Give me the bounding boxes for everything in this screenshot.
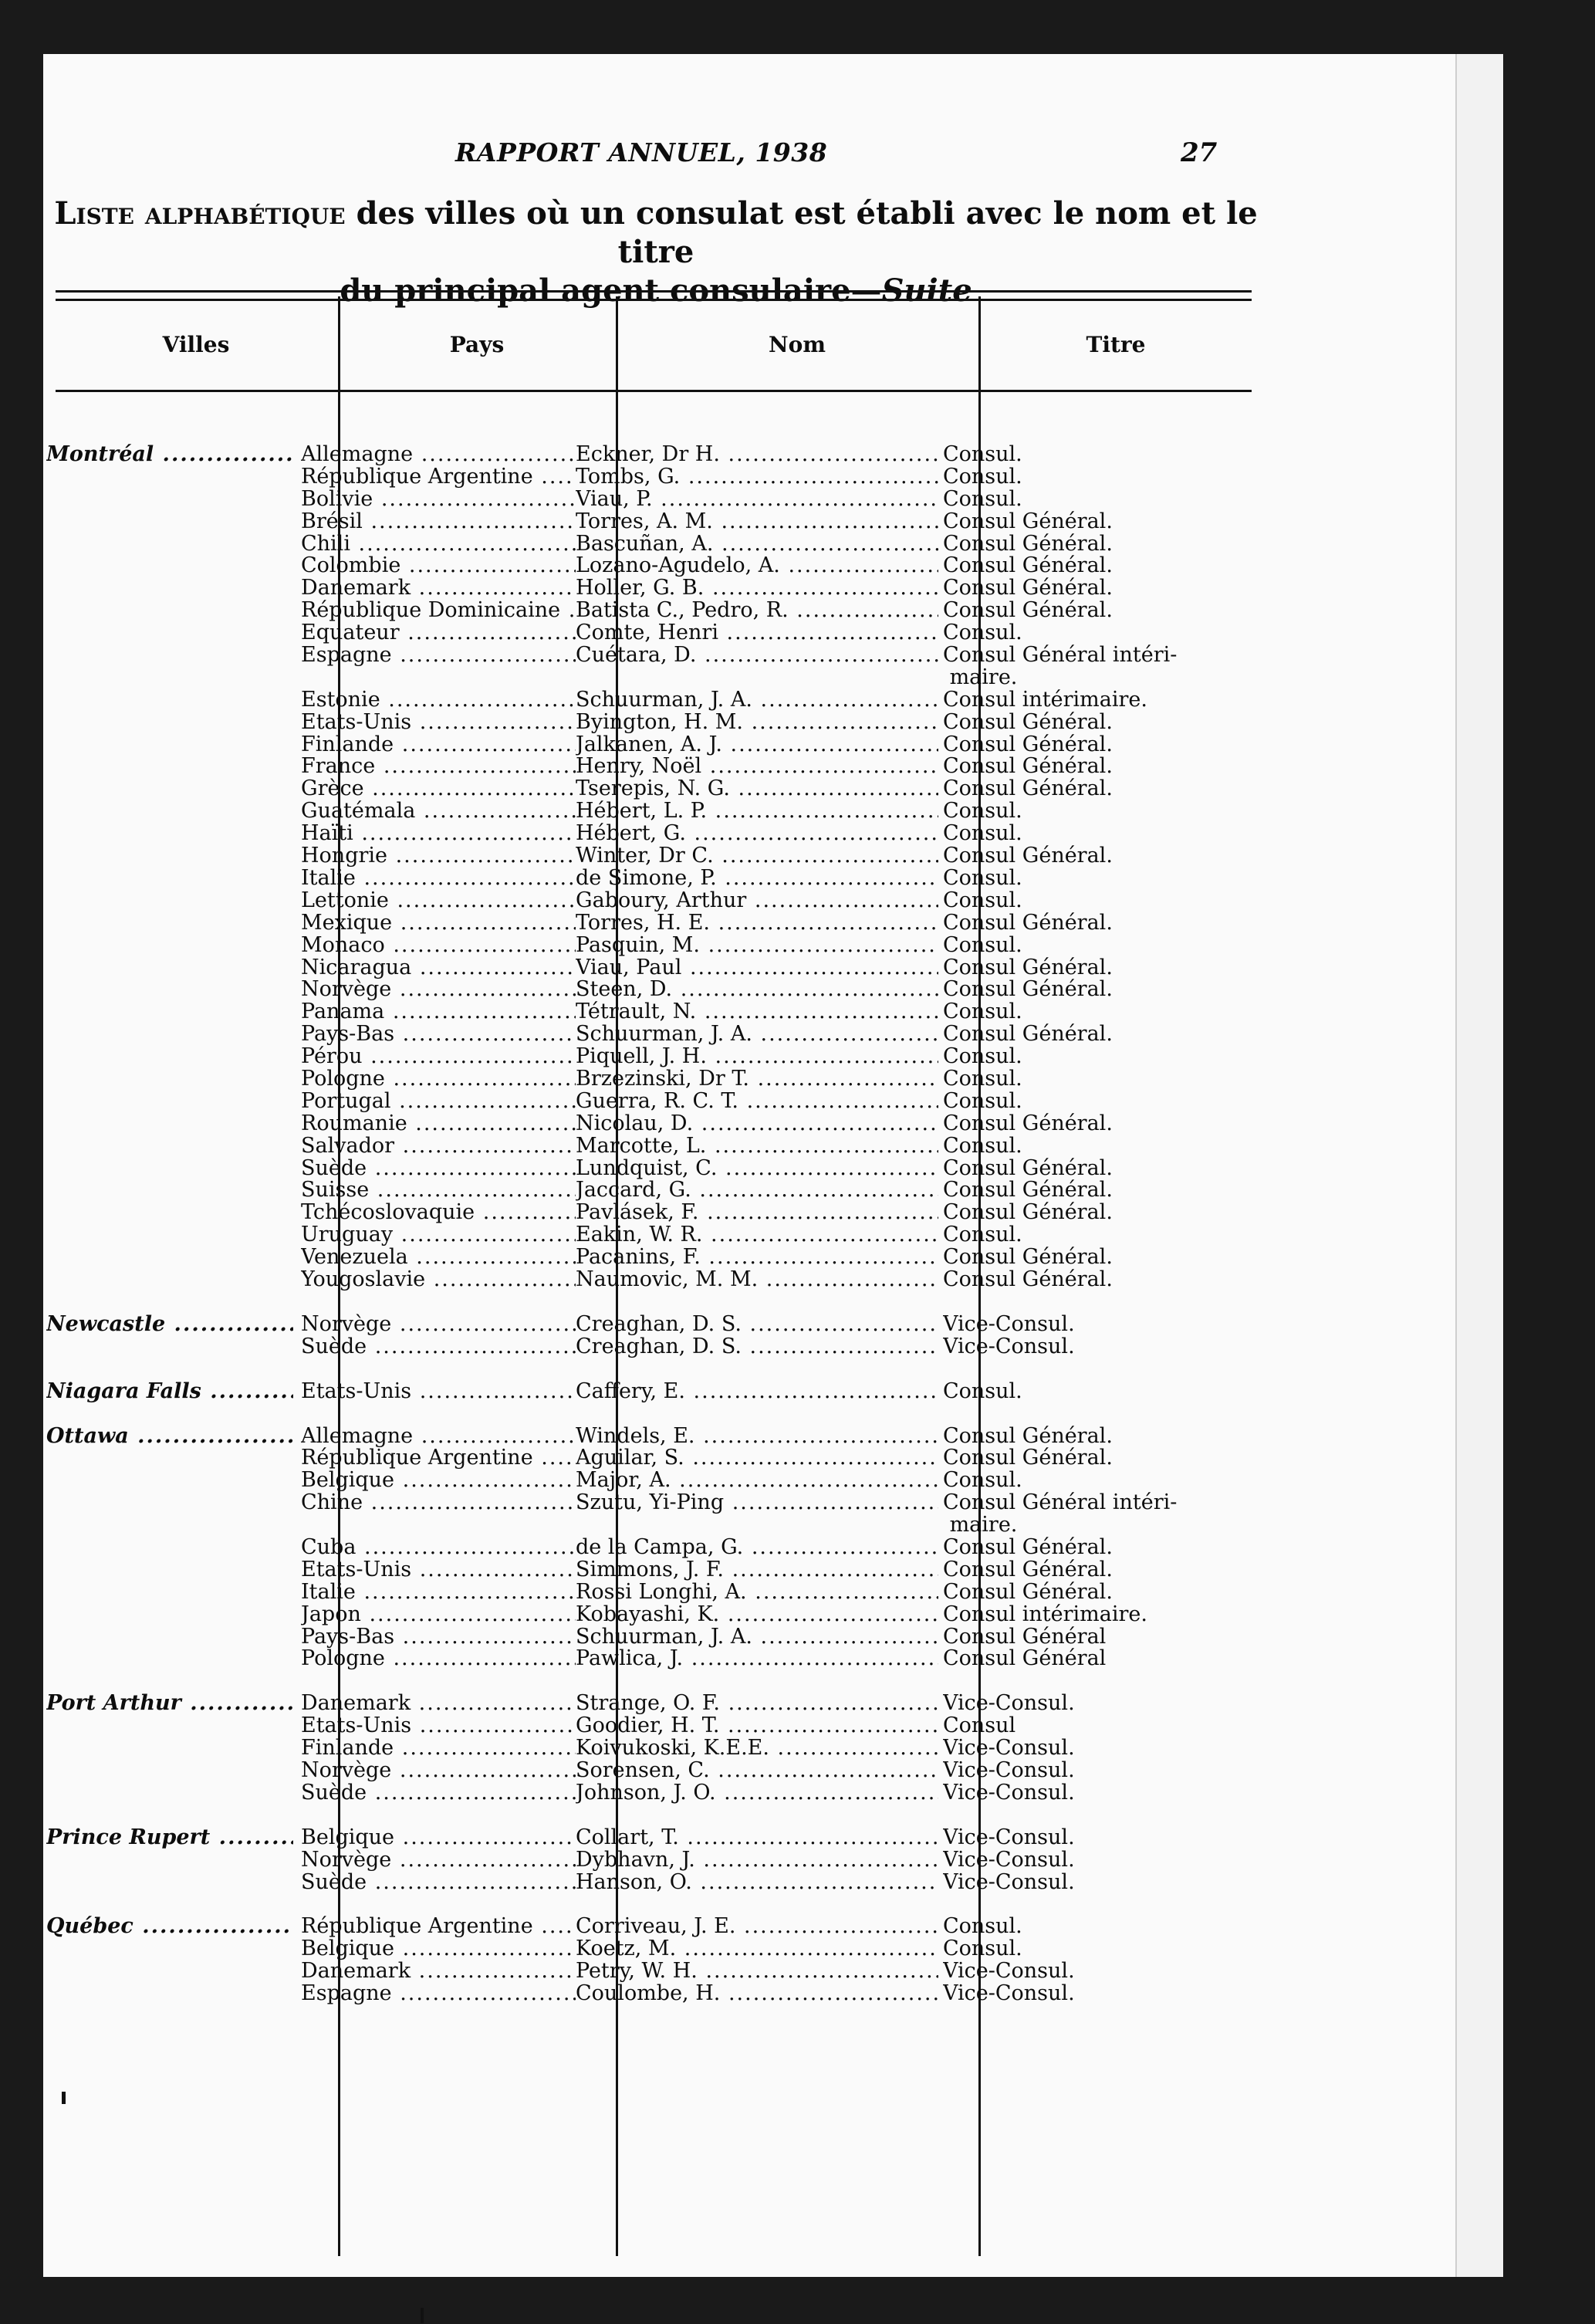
titre-cell: Consul.	[943, 1223, 1022, 1247]
pays-cell: Japon .....	[301, 1603, 576, 1625]
nom-cell: Major, A. .....	[576, 1469, 938, 1491]
table-row	[0, 1603, 1595, 1625]
table-row	[0, 1112, 1595, 1135]
pays-cell: Suède .....	[301, 1781, 576, 1804]
nom-cell: Tombs, G. .....	[576, 465, 938, 488]
pays-cell: Etats-Unis .....	[301, 711, 576, 733]
nom-cell: Cuétara, D. .....	[576, 644, 938, 666]
pays-cell: Suède .....	[301, 1157, 576, 1179]
pays-cell: Equateur .....	[301, 621, 576, 644]
pays-cell: Italie .....	[301, 1581, 576, 1603]
page-number: 27	[1181, 137, 1218, 168]
titre-cell: Vice-Consul.	[943, 1848, 1075, 1871]
running-header	[0, 137, 1595, 184]
table-row	[0, 1157, 1595, 1179]
pays-cell: Pays-Bas .....	[301, 1023, 576, 1045]
nom-cell: Hébert, G. .....	[576, 822, 938, 844]
table-row	[0, 889, 1595, 912]
pays-cell: Norvège .....	[301, 1313, 576, 1335]
titre-cell: Consul Général.	[943, 710, 1113, 733]
titre-cell: Consul.	[943, 621, 1022, 644]
titre-cell: Vice-Consul.	[943, 1960, 1075, 1983]
table-row	[0, 1335, 1595, 1358]
title-rest: des villes où un consulat est établi avec le nom et le titre	[356, 195, 1258, 270]
table-row	[0, 599, 1595, 621]
titre-cell: Consul intérimaire.	[943, 1602, 1147, 1625]
nom-cell: Rossi Longhi, A. .....	[576, 1581, 938, 1603]
table-row	[0, 777, 1595, 800]
table-row	[0, 1179, 1595, 1201]
table-row	[0, 822, 1595, 844]
scan-mark	[421, 2308, 424, 2323]
table-row	[0, 978, 1595, 1000]
table-row	[0, 554, 1595, 577]
titre-cell: Consul Général.	[943, 1580, 1113, 1603]
nom-cell: Corriveau, J. E. .....	[576, 1915, 938, 1937]
nom-cell: Windels, E. .....	[576, 1425, 938, 1447]
titre-cell: Consul Général.	[943, 1179, 1113, 1202]
pays-cell: Estonie .....	[301, 688, 576, 711]
table-row	[0, 1960, 1595, 1982]
titre-cell: Vice-Consul.	[943, 1781, 1075, 1804]
table-row	[0, 1849, 1595, 1871]
titre-cell: Consul Général.	[943, 732, 1113, 756]
nom-cell: Johnson, J. O. .....	[576, 1781, 938, 1804]
pays-cell: Colombie .....	[301, 554, 576, 577]
pays-cell: Espagne .....	[301, 644, 576, 666]
nom-cell: Tserepis, N. G. .....	[576, 777, 938, 800]
pays-cell: Pologne .....	[301, 1067, 576, 1090]
table-row	[0, 621, 1595, 644]
titre-cell: Vice-Consul.	[943, 1335, 1075, 1358]
pays-cell: Norvège .....	[301, 1849, 576, 1871]
scan-mark	[62, 2092, 66, 2104]
table-row	[0, 1045, 1595, 1067]
nom-cell: Petry, W. H. .....	[576, 1960, 938, 1982]
table-row	[0, 1313, 1595, 1335]
table-row	[0, 1000, 1595, 1023]
nom-cell: Byington, H. M. .....	[576, 711, 938, 733]
table-row	[0, 912, 1595, 934]
titre-cell: Consul.	[943, 1915, 1022, 1938]
pays-cell: Roumanie .....	[301, 1112, 576, 1135]
nom-cell: Strange, O. F. .....	[576, 1692, 938, 1714]
table-row	[0, 443, 1595, 465]
pays-cell: Belgique .....	[301, 1469, 576, 1491]
nom-cell: Torres, H. E. .....	[576, 912, 938, 934]
table-row	[0, 1469, 1595, 1491]
titre-cell: Consul.	[943, 933, 1022, 956]
nom-cell: Marcotte, L. .....	[576, 1135, 938, 1157]
pays-cell: Pologne .....	[301, 1647, 576, 1669]
table-row	[0, 1982, 1595, 2004]
nom-cell: Pasquin, M. .....	[576, 934, 938, 956]
pays-cell: Guatémala .....	[301, 800, 576, 822]
table-row	[0, 711, 1595, 733]
table-row	[0, 1915, 1595, 1937]
table-row	[0, 510, 1595, 533]
pays-cell: Cuba .....	[301, 1536, 576, 1558]
titre-cell: Consul Général.	[943, 1156, 1113, 1179]
nom-cell: Viau, P. .....	[576, 488, 938, 510]
titre-cell: Consul	[943, 1714, 1016, 1737]
pays-cell: Monaco .....	[301, 934, 576, 956]
city-cell: Prince Rupert .....	[46, 1826, 293, 1849]
titre-cell: Consul Général	[943, 1647, 1107, 1670]
table-row	[0, 1135, 1595, 1157]
pays-cell: Grèce .....	[301, 777, 576, 800]
table-row	[0, 1067, 1595, 1090]
titre-cell: Consul Général.	[943, 1536, 1113, 1558]
table-row	[0, 867, 1595, 889]
table-row	[0, 488, 1595, 510]
table-row	[0, 1759, 1595, 1781]
titre-cell: Consul Général.	[943, 1558, 1113, 1581]
nom-cell: Aguilar, S. .....	[576, 1446, 938, 1469]
nom-cell: Creaghan, D. S. .....	[576, 1335, 938, 1358]
titre-cell: Consul Général.	[943, 1446, 1113, 1470]
pays-cell: Bolivie .....	[301, 488, 576, 510]
titre-cell: Consul.	[943, 443, 1022, 465]
pays-cell: Haïti .....	[301, 822, 576, 844]
titre-cell: Consul.	[943, 800, 1022, 823]
pays-cell: Venezuela .....	[301, 1246, 576, 1268]
titre-cell: Consul Général.	[943, 1111, 1113, 1135]
titre-cell: Consul Général.	[943, 911, 1113, 934]
titre-cell: Consul.	[943, 866, 1022, 889]
column-header-titre: Titre	[1086, 332, 1146, 357]
titre-cell: Vice-Consul.	[943, 1737, 1075, 1760]
pays-cell: Etats-Unis .....	[301, 1714, 576, 1737]
nom-cell: Comte, Henri .....	[576, 621, 938, 644]
titre-cell: Consul Général.	[943, 1023, 1113, 1046]
titre-cell: Consul.	[943, 888, 1022, 912]
nom-cell: Eckner, Dr H. .....	[576, 443, 938, 465]
titre-cell: Consul Général.	[943, 755, 1113, 778]
titre-cell: Consul Général.	[943, 777, 1113, 800]
pays-cell: Pays-Bas .....	[301, 1625, 576, 1648]
pays-cell: Suède .....	[301, 1871, 576, 1893]
nom-cell: Pavlásek, F. .....	[576, 1201, 938, 1223]
titre-cell: Consul Général.	[943, 844, 1113, 868]
titre-cell: Vice-Consul.	[943, 1870, 1075, 1893]
pays-cell: Norvège .....	[301, 978, 576, 1000]
pays-cell: Uruguay .....	[301, 1223, 576, 1246]
pays-cell: Hongrie .....	[301, 844, 576, 867]
table-row	[0, 1446, 1595, 1469]
table-row	[0, 1201, 1595, 1223]
table-row	[0, 844, 1595, 867]
consulate-table	[0, 443, 1595, 2004]
titre-cell: Consul.	[943, 1469, 1022, 1492]
table-row	[0, 956, 1595, 979]
pays-cell: Belgique .....	[301, 1826, 576, 1849]
pays-cell: Yougoslavie .....	[301, 1268, 576, 1291]
nom-cell: Goodier, H. T. .....	[576, 1714, 938, 1737]
column-header-rule	[56, 390, 1252, 392]
nom-cell: de Simone, P. .....	[576, 867, 938, 889]
pays-cell: Nicaragua .....	[301, 956, 576, 979]
titre-cell: Consul Général.	[943, 532, 1113, 555]
nom-cell: Lozano-Agudelo, A. .....	[576, 554, 938, 577]
nom-cell: Schuurman, J. A. .....	[576, 1625, 938, 1648]
titre-cell: Vice-Consul.	[943, 1825, 1075, 1849]
pays-cell: République Argentine .....	[301, 1915, 576, 1937]
table-row	[0, 1625, 1595, 1648]
nom-cell: Szutu, Yi-Ping .....	[576, 1491, 938, 1514]
titre-cell: Consul Général.	[943, 956, 1113, 979]
table-row	[0, 1491, 1595, 1536]
pays-cell: Allemagne .....	[301, 1425, 576, 1447]
nom-cell: Creaghan, D. S. .....	[576, 1313, 938, 1335]
pays-cell: Italie .....	[301, 867, 576, 889]
nom-cell: Hanson, O. .....	[576, 1871, 938, 1893]
pays-cell: Salvador .....	[301, 1135, 576, 1157]
pays-cell: France .....	[301, 755, 576, 777]
titre-cell: Vice-Consul.	[943, 1982, 1075, 2005]
city-cell: Newcastle .....	[46, 1313, 293, 1335]
titre-cell: Consul.	[943, 1067, 1022, 1090]
table-row	[0, 1737, 1595, 1759]
nom-cell: Eakin, W. R. .....	[576, 1223, 938, 1246]
title-smallcaps: Liste alphabétique	[54, 195, 346, 232]
nom-cell: Gaboury, Arthur .....	[576, 889, 938, 912]
city-cell: Port Arthur .....	[46, 1692, 293, 1714]
pays-cell: Etats-Unis .....	[301, 1558, 576, 1581]
titre-cell: Consul.	[943, 1045, 1022, 1068]
nom-cell: Nicolau, D. .....	[576, 1112, 938, 1135]
titre-cell: Consul Général intéri- maire.	[943, 644, 1178, 689]
titre-cell: Consul Général.	[943, 509, 1113, 533]
titre-cell: Consul.	[943, 1089, 1022, 1112]
city-cell: Niagara Falls .....	[46, 1380, 293, 1402]
nom-cell: Holler, G. B. .....	[576, 577, 938, 599]
pays-cell: Portugal .....	[301, 1090, 576, 1112]
pays-cell: Suisse .....	[301, 1179, 576, 1201]
titre-cell: Vice-Consul.	[943, 1312, 1075, 1335]
nom-cell: Koivukoski, K.E.E. .....	[576, 1737, 938, 1759]
nom-cell: Viau, Paul .....	[576, 956, 938, 979]
table-row	[0, 1090, 1595, 1112]
nom-cell: Torres, A. M. .....	[576, 510, 938, 533]
pays-cell: République Argentine .....	[301, 1446, 576, 1469]
table-row	[0, 934, 1595, 956]
column-header-villes: Villes	[162, 332, 230, 357]
nom-cell: Piquell, J. H. .....	[576, 1045, 938, 1067]
pays-cell: Chili .....	[301, 533, 576, 555]
titre-cell: Consul Général	[943, 1625, 1107, 1648]
nom-cell: Sorensen, C. .....	[576, 1759, 938, 1781]
titre-cell: Consul Général.	[943, 1267, 1113, 1291]
titre-cell: Consul Général.	[943, 577, 1113, 600]
table-row	[0, 755, 1595, 777]
table-row	[0, 1871, 1595, 1893]
table-row	[0, 733, 1595, 756]
table-row	[0, 533, 1595, 555]
pays-cell: Finlande .....	[301, 733, 576, 756]
table-row	[0, 1781, 1595, 1804]
titre-cell: Consul Général.	[943, 599, 1113, 622]
table-row	[0, 1826, 1595, 1849]
table-row	[0, 1223, 1595, 1246]
titre-cell: Consul.	[943, 1000, 1022, 1023]
nom-cell: Schuurman, J. A. .....	[576, 688, 938, 711]
pays-cell: Etats-Unis .....	[301, 1380, 576, 1402]
pays-cell: Lettonie .....	[301, 889, 576, 912]
pays-cell: Danemark .....	[301, 1960, 576, 1982]
titre-cell: Consul.	[943, 1379, 1022, 1402]
column-header-pays: Pays	[449, 332, 505, 357]
titre-cell: Consul.	[943, 1134, 1022, 1157]
title-line-2-text: du principal agent consulaire—	[340, 272, 882, 309]
table-row	[0, 1647, 1595, 1669]
pays-cell: Danemark .....	[301, 1692, 576, 1714]
nom-cell: de la Campa, G. .....	[576, 1536, 938, 1558]
pays-cell: Allemagne .....	[301, 443, 576, 465]
table-row	[0, 1714, 1595, 1737]
column-header-nom: Nom	[769, 332, 826, 357]
pays-cell: Danemark .....	[301, 577, 576, 599]
table-row	[0, 1692, 1595, 1714]
table-row	[0, 1268, 1595, 1291]
pays-cell: Tchécoslovaquie .....	[301, 1201, 576, 1223]
titre-cell: Vice-Consul.	[943, 1759, 1075, 1782]
titre-cell: Consul.	[943, 822, 1022, 845]
nom-cell: Jaccard, G. .....	[576, 1179, 938, 1201]
nom-cell: Pacanins, F. .....	[576, 1246, 938, 1268]
pays-cell: République Argentine .....	[301, 465, 576, 488]
pays-cell: Espagne .....	[301, 1982, 576, 2004]
nom-cell: Hébert, L. P. .....	[576, 800, 938, 822]
pays-cell: Chine .....	[301, 1491, 576, 1514]
pays-cell: Norvège .....	[301, 1759, 576, 1781]
title-suite: Suite	[881, 272, 972, 309]
table-row	[0, 1536, 1595, 1558]
titre-cell: Consul.	[943, 487, 1022, 510]
table-row	[0, 1937, 1595, 1960]
titre-cell: Consul Général.	[943, 1246, 1113, 1269]
pays-cell: Belgique .....	[301, 1937, 576, 1960]
nom-cell: Batista C., Pedro, R. .....	[576, 599, 938, 621]
titre-cell: Vice-Consul.	[943, 1692, 1075, 1715]
nom-cell: Dybhavn, J. .....	[576, 1849, 938, 1871]
nom-cell: Caffery, E. .....	[576, 1380, 938, 1402]
pays-cell: Pérou .....	[301, 1045, 576, 1067]
titre-cell: Consul Général intéri- maire.	[943, 1491, 1178, 1537]
table-row	[0, 1246, 1595, 1268]
titre-cell: Consul.	[943, 1937, 1022, 1960]
pays-cell: Mexique .....	[301, 912, 576, 934]
nom-cell: Pawlica, J. .....	[576, 1647, 938, 1669]
titre-cell: Consul Général.	[943, 1201, 1113, 1224]
nom-cell: Guerra, R. C. T. .....	[576, 1090, 938, 1112]
table-row	[0, 644, 1595, 688]
nom-cell: Kobayashi, K. .....	[576, 1603, 938, 1625]
nom-cell: Brzezinski, Dr T. .....	[576, 1067, 938, 1090]
nom-cell: Simmons, J. F. .....	[576, 1558, 938, 1581]
nom-cell: Winter, Dr C. .....	[576, 844, 938, 867]
title-line-1	[54, 195, 1258, 272]
nom-cell: Schuurman, J. A. .....	[576, 1023, 938, 1045]
pays-cell: Panama .....	[301, 1000, 576, 1023]
pays-cell: Brésil .....	[301, 510, 576, 533]
nom-cell: Coulombe, H. .....	[576, 1982, 938, 2004]
nom-cell: Steen, D. .....	[576, 978, 938, 1000]
nom-cell: Jalkanen, A. J. .....	[576, 733, 938, 756]
pays-cell: Suède .....	[301, 1335, 576, 1358]
table-row	[0, 1023, 1595, 1045]
titre-cell: Consul Général.	[943, 554, 1113, 577]
nom-cell: Collart, T. .....	[576, 1826, 938, 1849]
nom-cell: Lundquist, C. .....	[576, 1157, 938, 1179]
pays-cell: Finlande .....	[301, 1737, 576, 1759]
nom-cell: Tétrault, N. .....	[576, 1000, 938, 1023]
city-cell: Québec .....	[46, 1915, 293, 1937]
table-row	[0, 1558, 1595, 1581]
titre-cell: Consul.	[943, 465, 1022, 488]
nom-cell: Henry, Noël .....	[576, 755, 938, 777]
table-row	[0, 465, 1595, 488]
nom-cell: Naumovic, M. M. .....	[576, 1268, 938, 1291]
table-row	[0, 577, 1595, 599]
titre-cell: Consul intérimaire.	[943, 688, 1147, 711]
titre-cell: Consul Général.	[943, 978, 1113, 1001]
running-title: RAPPORT ANNUEL, 1938	[455, 137, 828, 167]
header-rule	[56, 290, 1252, 301]
city-cell: Montréal .....	[46, 443, 293, 465]
table-row	[0, 1380, 1595, 1402]
table-row	[0, 1581, 1595, 1603]
nom-cell: Bascuñan, A. .....	[576, 533, 938, 555]
table-row	[0, 688, 1595, 711]
table-row	[0, 1425, 1595, 1447]
city-cell: Ottawa .....	[46, 1425, 293, 1447]
pays-cell: République Dominicaine .....	[301, 599, 576, 621]
table-row	[0, 800, 1595, 822]
titre-cell: Consul Général.	[943, 1424, 1113, 1447]
nom-cell: Koetz, M. .....	[576, 1937, 938, 1960]
